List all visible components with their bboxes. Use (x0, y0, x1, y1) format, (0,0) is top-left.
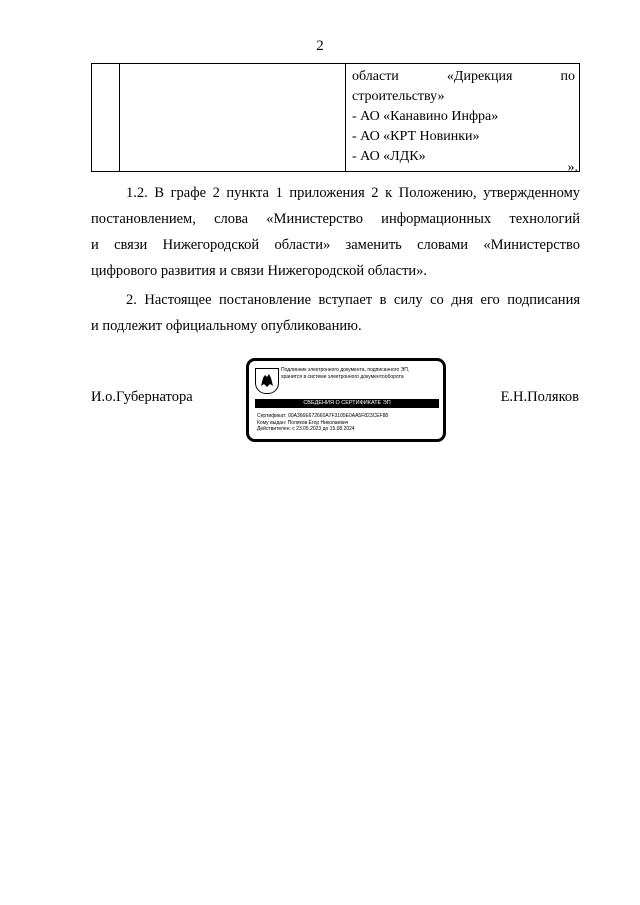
paragraph-line: и связи Нижегородской области» заменить словами «Министерство (91, 237, 580, 253)
stamp-header (281, 367, 441, 380)
signatory-position: И.о.Губернатора (91, 389, 193, 405)
continuation-table (91, 63, 580, 172)
cell-first-line (352, 67, 575, 87)
cell-line: - АО «КРТ Новинки» (352, 129, 480, 144)
paragraph-line: цифрового развития и связи Нижегородской области». (91, 263, 428, 279)
cell-line: строительству» (352, 89, 445, 104)
paragraph-line: 2. Настоящее постановление вступает в силу со дня его подписания (126, 292, 580, 308)
signatory-name: Е.Н.Поляков (500, 389, 579, 405)
coat-of-arms-icon (255, 368, 279, 394)
certificate-line: Сертификат: 00A366E672660A7F3105E0AA5F823CEF88 (257, 413, 389, 419)
paragraph-1-2 (91, 180, 580, 284)
issued-to-line: Кому выдан: Поляков Егор Николаевич (257, 419, 349, 426)
stamp-header-line: Подлинник электронного документа, подписанного ЭП, (281, 367, 410, 373)
cell-line: - АО «ЛДК» (352, 149, 426, 164)
cell-word-3: по (560, 69, 575, 84)
paragraph-line: 1.2. В графе 2 пункта 1 приложения 2 к Положению, утвержденному (126, 185, 580, 201)
validity-line: Действителен: с 23.05.2023 до 15.08.2024 (257, 426, 355, 432)
cell-line: - АО «Канавино Инфра» (352, 109, 499, 124)
stamp-details (257, 413, 388, 433)
paragraph-line: постановлением, слова «Министерство информационных технологий (91, 211, 580, 227)
stamp-title-bar: СВЕДЕНИЯ О СЕРТИФИКАТЕ ЭП (255, 399, 439, 408)
page-number: 2 (316, 38, 324, 54)
cell-word-2: «Дирекция (446, 69, 513, 84)
stamp-header-line: хранится в системе электронного документооборота (281, 373, 404, 380)
cell-word-1: области (352, 69, 399, 84)
paragraph-2 (91, 287, 580, 339)
table-cell-number (92, 64, 120, 172)
electronic-signature-stamp (246, 358, 446, 442)
table-cell-organizations (346, 64, 580, 172)
paragraph-line: и подлежит официальному опубликованию. (91, 318, 362, 334)
closing-quote: ». (567, 160, 578, 175)
table-cell-name (120, 64, 346, 172)
